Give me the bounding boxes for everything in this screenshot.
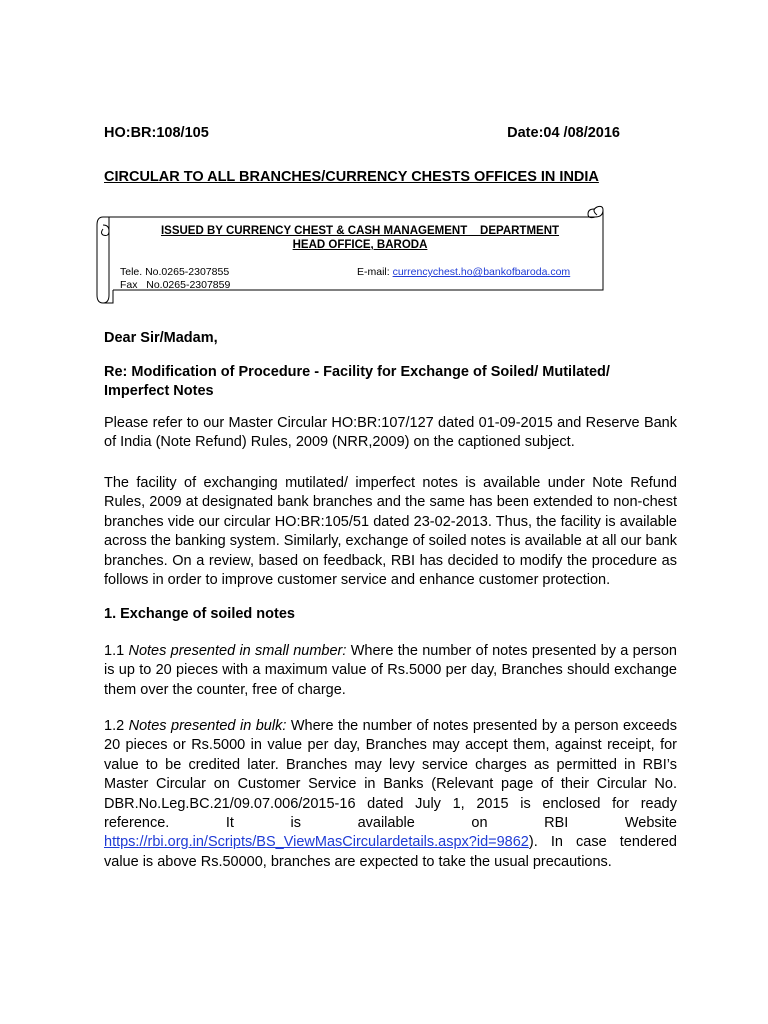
subject-line: Re: Modification of Procedure - Facility for Exchange of Soiled/ Mutilated/ Imperfect Notes — [104, 364, 610, 399]
clause-number: 1.2 — [104, 718, 129, 734]
clause-title: Notes presented in bulk: — [128, 718, 287, 734]
salutation: Dear Sir/Madam, — [104, 330, 218, 346]
circular-title: CIRCULAR TO ALL BRANCHES/CURRENCY CHESTS OFFICES IN INDIA — [104, 169, 599, 185]
paragraph-facility: The facility of exchanging mutilated/ imperfect notes is available under Note Refund Rules, 2009 at designated bank branches and the same has been extended to non-chest branches vide our circular HO:BR:105/51 dated 23-02-2013. Thus, the facility is available across the banking system. Similarly, exchange of soiled notes is available at all our bank branches. On a review, based on feedback, RBI has decided to modify the procedure as follows in order to improve customer service and enhance customer protection. — [104, 475, 677, 589]
clause-text: Where the number of notes presented by a person exceeds 20 pieces or Rs.5000 in value per day, Branches may accept them, against receipt, for value to be credited later. Branches may levy service charges as permitted in RBI’s Master Circular on Customer Service in Banks (Relevant page of their Circular No. DBR.No.Leg.BC.21/09.07.006/2015-16 dated July 1, 2015 is enclosed for ready reference. It is available on RBI Website — [104, 718, 677, 832]
email-line — [357, 266, 570, 279]
circular-reference: HO:BR:108/105 — [104, 125, 209, 141]
paragraph-1-1 — [104, 642, 677, 700]
email-label: E-mail: — [357, 266, 393, 278]
clause-text: Where the number of notes presented by a person is up to 20 pieces with a maximum value of Rs.5000 per day, Branches should exchange them over the counter, free of charge. — [104, 643, 677, 698]
issuer-department: ISSUED BY CURRENCY CHEST & CASH MANAGEMENT DEPARTMENT — [160, 225, 560, 237]
header-row — [104, 125, 620, 145]
circular-date: Date:04 /08/2016 — [507, 125, 620, 141]
fax-number: Fax No.0265-2307859 — [120, 279, 231, 291]
clause-tail: ). In case tendered value is above Rs.50000, branches are expected to take the usual precautions. — [104, 834, 677, 870]
section-heading-soiled-notes: 1. Exchange of soiled notes — [104, 606, 295, 622]
email-link[interactable]: currencychest.ho@bankofbaroda.com — [392, 266, 571, 278]
clause-title: Notes presented in small number: — [128, 643, 347, 659]
issuer-office: HEAD OFFICE, BARODA — [292, 239, 428, 251]
clause-number: 1.1 — [104, 643, 129, 659]
paragraph-1-2 — [104, 717, 677, 872]
paragraph-reference: Please refer to our Master Circular HO:BR:107/127 dated 01-09-2015 and Reserve Bank of India (Note Refund) Rules, 2009 (NRR,2009) on the captioned subject. — [104, 415, 677, 451]
scroll-banner — [95, 205, 617, 310]
rbi-website-link[interactable]: https://rbi.org.in/Scripts/BS_ViewMasCirculardetails.aspx?id=9862 — [104, 834, 529, 851]
telephone-number: Tele. No.0265-2307855 — [120, 266, 230, 278]
